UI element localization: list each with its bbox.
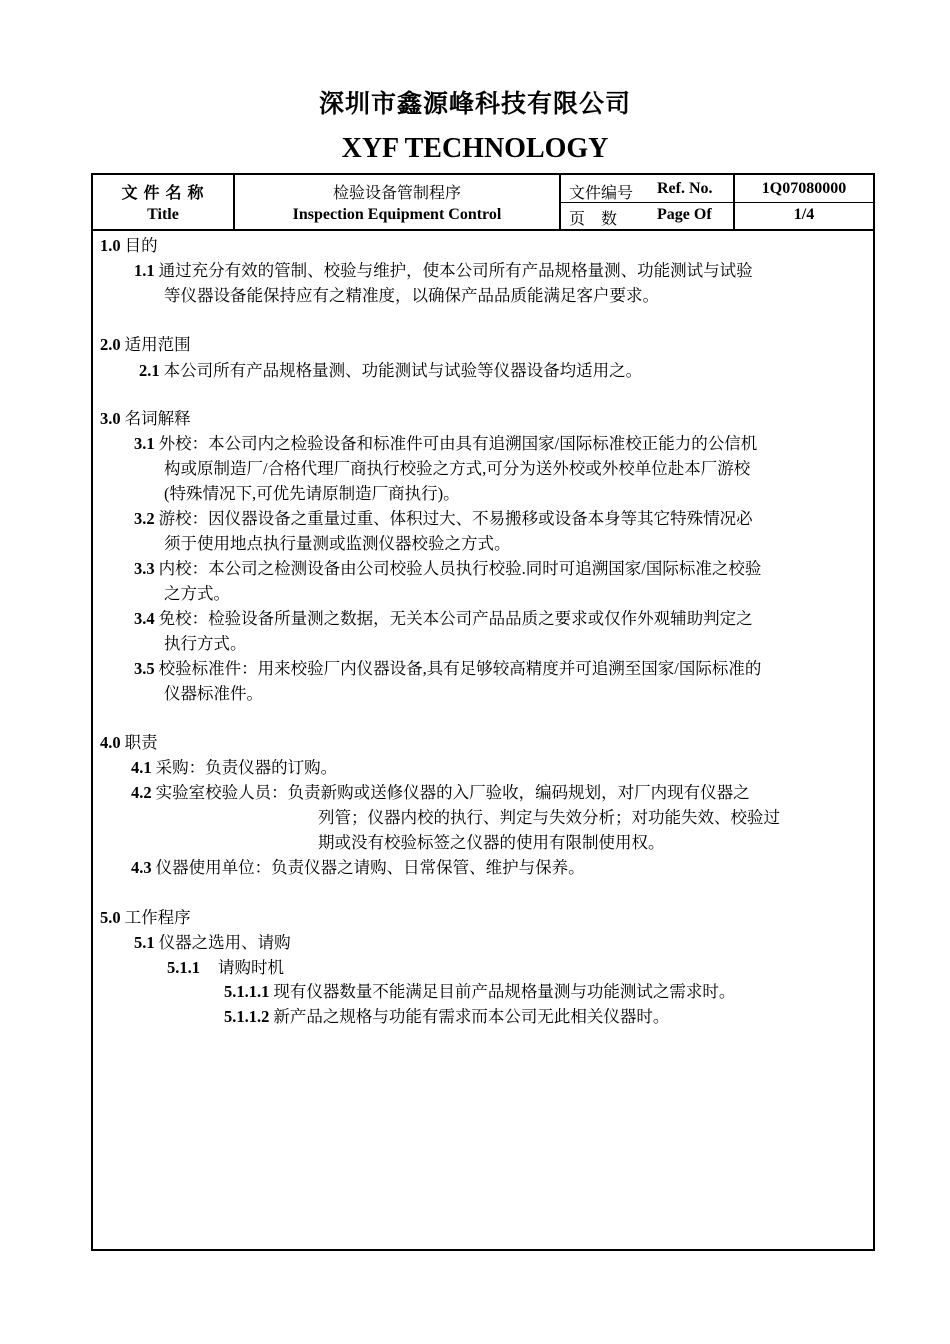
section-line: [167, 954, 284, 978]
page-label-en: Page Of: [657, 206, 712, 223]
section-number: 3.1: [134, 434, 155, 453]
section-line: [131, 854, 585, 878]
section-text: 免校：检验设备所量测之数据，无关本公司产品品质之要求或仅作外观辅助判定之: [158, 609, 753, 628]
section-line-continued: [164, 580, 230, 604]
section-line-continued: [164, 455, 750, 479]
section-number: 1.1: [134, 261, 155, 280]
section-text: 实验室校验人员：负责新购或送修仪器的入厂验收，编码规划，对厂内现有仪器之: [155, 783, 750, 802]
section-text: 职责: [124, 733, 158, 752]
section-text: 名词解释: [124, 409, 191, 428]
section-number: 4.0: [100, 733, 121, 752]
section-number: 3.5: [134, 659, 155, 678]
section-line: [134, 430, 757, 454]
section-number: 5.1.1: [167, 958, 200, 977]
section-text: 之方式。: [164, 584, 230, 603]
section-number: 2.0: [100, 335, 121, 354]
section-text: 工作程序: [124, 908, 191, 927]
section-number: 4.3: [131, 858, 152, 877]
section-text: 通过充分有效的管制、校验与维护，使本公司所有产品规格量测、功能测试与试验: [158, 261, 753, 280]
section-line: [100, 904, 191, 928]
section-number: 3.2: [134, 509, 155, 528]
section-text: 适用范围: [124, 335, 191, 354]
section-line: [100, 232, 158, 256]
section-line: [100, 729, 158, 753]
page-label-cn: 页 数: [569, 211, 618, 228]
document-header-table: [93, 175, 873, 231]
section-number: 4.1: [131, 758, 152, 777]
section-text: 请购时机: [218, 958, 284, 977]
section-number: 4.2: [131, 783, 152, 802]
section-line: [134, 257, 753, 281]
section-line: [134, 555, 761, 579]
section-text: 构或原制造厂/合格代理厂商执行校验之方式,可分为送外校或外校单位赴本厂游校: [164, 459, 751, 478]
section-text: 目的: [124, 236, 158, 255]
section-line-continued: [318, 829, 665, 853]
section-line-continued: [164, 530, 511, 554]
section-line-continued: [318, 804, 780, 828]
title-label-cn: 文 件 名 称: [121, 185, 205, 202]
section-text: 采购：负责仪器的订购。: [155, 758, 338, 777]
section-text: 本公司所有产品规格量测、功能测试与试验等仪器设备均适用之。: [163, 361, 643, 380]
section-line-continued: [164, 630, 247, 654]
section-number: 5.1: [134, 933, 155, 952]
section-line-continued: [164, 282, 659, 306]
section-text: (特殊情况下,可优先请原制造厂商执行)。: [164, 484, 460, 503]
section-text: 内校：本公司之检测设备由公司校验人员执行校验.同时可追溯国家/国际标准之校验: [158, 559, 762, 578]
section-number: 5.0: [100, 908, 121, 927]
section-number: 3.0: [100, 409, 121, 428]
section-line: [131, 754, 337, 778]
section-number: 5.1.1.2: [224, 1007, 270, 1026]
section-line: [134, 655, 761, 679]
section-text: 现有仪器数量不能满足目前产品规格量测与功能测试之需求时。: [273, 982, 736, 1001]
section-text: 校验标准件：用来校验厂内仪器设备,具有足够较高精度并可追溯至国家/国际标准的: [158, 659, 762, 678]
section-line: [224, 1003, 669, 1027]
section-text: 新产品之规格与功能有需求而本公司无此相关仪器时。: [273, 1007, 670, 1026]
company-name-english: XYF TECHNOLOGY: [341, 133, 609, 164]
section-line-continued: [164, 480, 460, 504]
section-text: 游校：因仪器设备之重量过重、体积过大、不易搬移或设备本身等其它特殊情况必: [158, 509, 753, 528]
section-line: [134, 929, 291, 953]
section-text: 须于使用地点执行量测或监测仪器校验之方式。: [164, 534, 511, 553]
section-text: 仪器标准件。: [164, 684, 263, 703]
section-number: 5.1.1.1: [224, 982, 270, 1001]
company-name-chinese: 深圳市鑫源峰科技有限公司: [318, 91, 631, 118]
section-text: 列管；仪器内校的执行、判定与失效分析；对功能失效、校验过: [318, 808, 780, 827]
ref-label-cn: 文件编号: [569, 185, 634, 202]
section-line: [100, 331, 191, 355]
ref-number: 1Q07080000: [761, 180, 847, 197]
section-line: [139, 357, 642, 381]
page-number: 1/4: [793, 206, 815, 223]
document-title-en: Inspection Equipment Control: [292, 206, 502, 223]
section-number: 2.1: [139, 361, 160, 380]
document-frame: [91, 173, 875, 1251]
section-line: [224, 978, 735, 1002]
section-line-continued: [164, 680, 263, 704]
ref-label-en: Ref. No.: [657, 180, 713, 197]
section-line: [131, 779, 750, 803]
section-number: 1.0: [100, 236, 121, 255]
title-label-en: Title: [147, 206, 179, 223]
section-text: 外校：本公司内之检验设备和标准件可由具有追溯国家/国际标准校正能力的公信机: [158, 434, 758, 453]
section-line: [134, 605, 753, 629]
section-text: 等仪器设备能保持应有之精准度，以确保产品品质能满足客户要求。: [164, 286, 659, 305]
section-text: 执行方式。: [164, 634, 247, 653]
section-line: [134, 505, 753, 529]
document-title-cn: 检验设备管制程序: [332, 185, 461, 202]
section-number: 3.4: [134, 609, 155, 628]
section-text: 仪器之选用、请购: [158, 933, 291, 952]
section-text: 仪器使用单位：负责仪器之请购、日常保管、维护与保养。: [155, 858, 585, 877]
section-line: [100, 405, 191, 429]
section-number: 3.3: [134, 559, 155, 578]
section-text: 期或没有校验标签之仪器的使用有限制使用权。: [318, 833, 665, 852]
